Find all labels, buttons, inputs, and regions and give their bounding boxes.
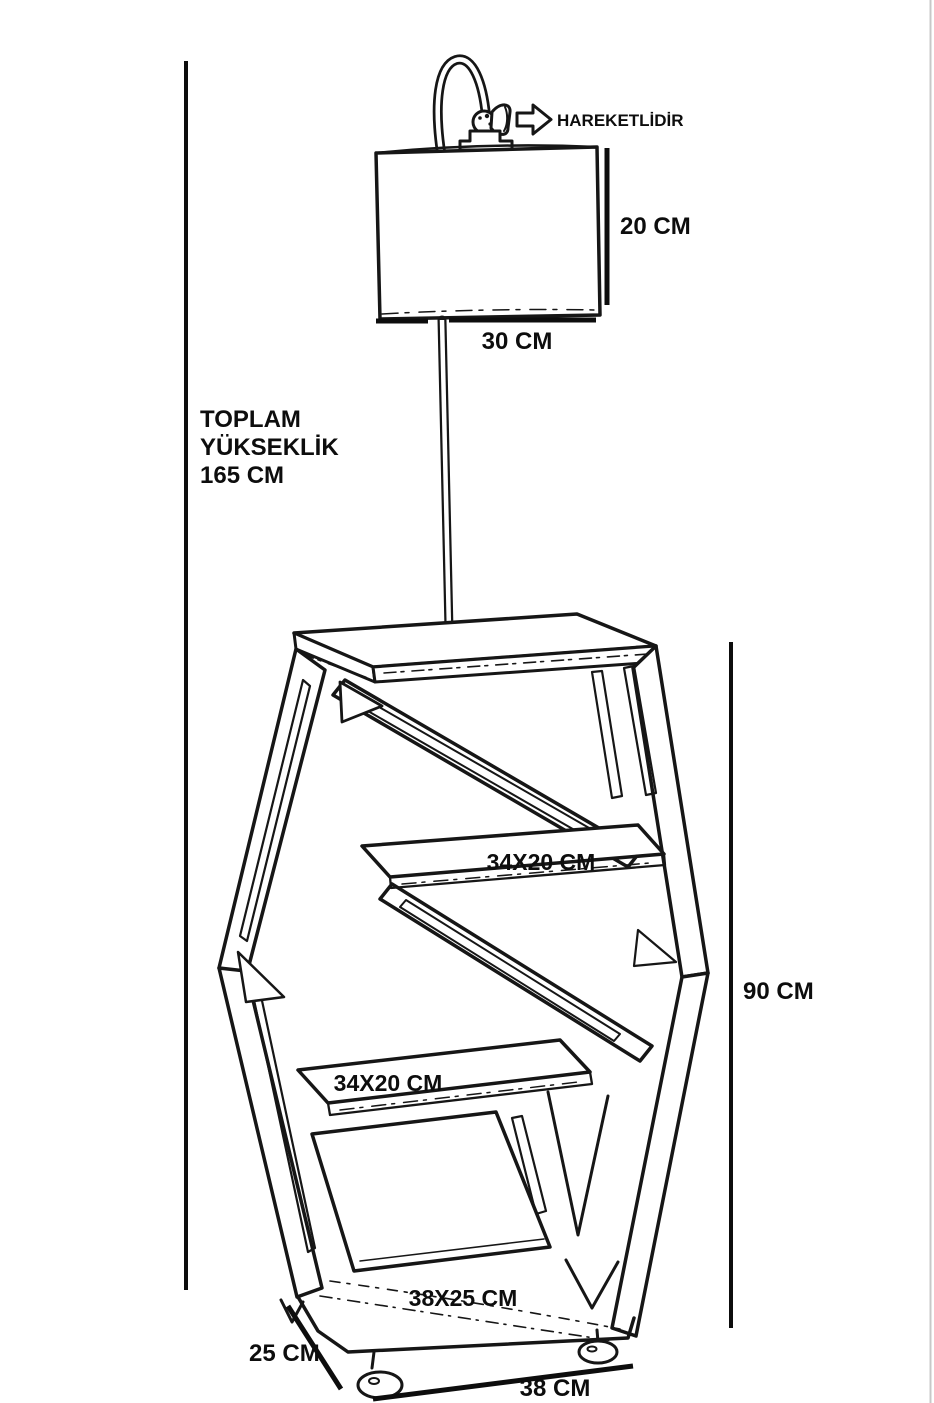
lamp-pole xyxy=(442,320,449,630)
frame-right-lower-tube xyxy=(612,973,708,1336)
frame-right-lower-v-slot xyxy=(566,1260,618,1308)
frame-left-gusset xyxy=(238,952,284,1002)
dimension-line-base-width xyxy=(373,1366,633,1399)
movable-label: HAREKETLİDİR xyxy=(557,111,684,130)
movable-arrow-icon xyxy=(517,105,551,134)
foot-left-stem xyxy=(372,1352,374,1368)
total-height-label-line1: TOPLAM xyxy=(200,406,301,433)
joint-dot xyxy=(478,116,482,120)
foot-left xyxy=(358,1352,402,1398)
joint-dot xyxy=(485,114,489,118)
shelf-bottom-surface xyxy=(312,1112,550,1271)
shelf-middle-label: 34X20 CM xyxy=(333,1070,443,1096)
shelf-bottom-label: 38X25 CM xyxy=(408,1285,518,1311)
frame-height-label: 90 CM xyxy=(743,978,814,1005)
frame-right-v-slot xyxy=(548,1092,608,1235)
lamp-joint xyxy=(460,105,512,150)
frame-right-gusset xyxy=(634,930,676,966)
base-depth-label: 25 CM xyxy=(249,1340,320,1367)
shade-body xyxy=(376,147,600,319)
lamp-shade xyxy=(376,145,600,319)
frame-left-upper-tube xyxy=(219,649,325,973)
shelf-top-label: 34X20 CM xyxy=(486,849,596,875)
shade-width-label: 30 CM xyxy=(481,328,553,355)
frame-right-upper-slot-1 xyxy=(592,671,622,798)
foot-right xyxy=(579,1330,617,1363)
base-width-label: 38 CM xyxy=(519,1375,591,1402)
foot-right-base xyxy=(579,1341,617,1363)
total-height-label-line3: 165 CM xyxy=(200,462,285,489)
diagonal-brace-middle xyxy=(380,884,652,1061)
frame-right-upper-tube xyxy=(633,646,708,977)
total-height-label-line2: YÜKSEKLİK xyxy=(200,434,339,461)
shelf-unit xyxy=(219,614,708,1398)
shade-height-label: 20 CM xyxy=(620,213,691,240)
